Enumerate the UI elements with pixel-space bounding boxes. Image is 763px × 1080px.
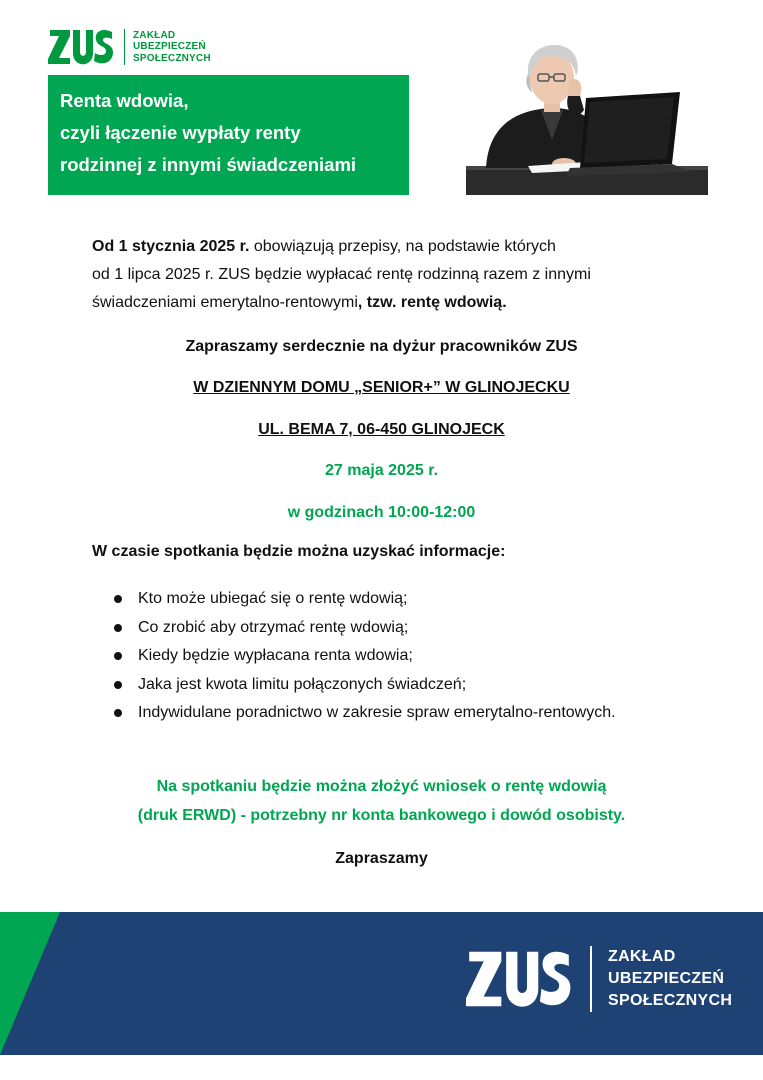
- list-item-text: Kiedy będzie wypłacana renta wdowia;: [138, 647, 413, 664]
- event-hours: w godzinach 10:00-12:00: [287, 504, 476, 521]
- footer-line-2: UBEZPIECZEŃ: [608, 970, 725, 987]
- intro-line-2: od 1 lipca 2025 r. ZUS będzie wypłacać rentę rodzinną razem z innymi: [92, 266, 591, 283]
- intro-paragraph: [92, 233, 692, 317]
- footer-green-accent: [0, 912, 60, 1055]
- intro-line-1: [92, 233, 692, 261]
- title-banner: [48, 75, 409, 195]
- bullet-icon: [114, 595, 122, 603]
- list-item: [114, 614, 634, 643]
- list-item-text: Indywidulane poradnictwo w zakresie spraw emerytalno-rentowych.: [138, 704, 616, 721]
- intro-date-bold: Od 1 stycznia 2025 r.: [92, 238, 250, 255]
- intro-line-3-rest: świadczeniami emerytalno-rentowymi: [92, 294, 358, 311]
- title-line-3: rodzinnej z innymi świadczeniami: [60, 154, 357, 175]
- event-invite: Zapraszamy serdecznie na dyżur pracowników ZUS: [185, 338, 578, 355]
- note-line-2: (druk ERWD) - potrzebny nr konta bankowego i dowód osobisty.: [137, 807, 626, 824]
- zus-logo-mark: [48, 28, 114, 66]
- bullet-icon: [114, 709, 122, 717]
- footer-wordmark: [608, 946, 732, 1012]
- info-list: [114, 585, 634, 728]
- logo-divider: [124, 29, 125, 65]
- list-item: [114, 671, 634, 700]
- list-item-text: Co zrobić aby otrzymać rentę wdowią;: [138, 618, 409, 636]
- intro-line-1-rest: obowiązują przepisy, na podstawie których: [249, 238, 556, 255]
- event-address: UL. BEMA 7, 06-450 GLINOJECK: [258, 421, 505, 438]
- event-place: W DZIENNYM DOMU „SENIOR+” W GLINOJECKU: [193, 379, 570, 396]
- info-heading: W czasie spotkania będzie można uzyskać informacje:: [92, 543, 506, 560]
- list-item-text: Kto może ubiegać się o rentę wdowią;: [138, 590, 408, 607]
- logo-line-3: SPOŁECZNYCH: [133, 52, 211, 64]
- intro-widow-pension-bold: , tzw. rentę wdowią.: [357, 294, 507, 311]
- zus-logo-mark-footer: [466, 948, 572, 1010]
- bullet-icon: [114, 652, 122, 660]
- event-date: 27 maja 2025 r.: [325, 462, 438, 479]
- logo-line-2: UBEZPIECZEŃ: [133, 41, 206, 53]
- list-item: [114, 585, 634, 614]
- title-line-2: czyli łączenie wypłaty renty: [60, 122, 301, 143]
- intro-line-3: [92, 289, 692, 317]
- footer-line-1: ZAKŁAD: [608, 948, 676, 965]
- logo-line-1: ZAKŁAD: [133, 29, 176, 41]
- bullet-icon: [114, 681, 122, 689]
- footer-logo-divider: [590, 946, 592, 1012]
- list-item-text: Jaka jest kwota limitu połączonych świadczeń;: [138, 675, 467, 693]
- list-item: [114, 699, 634, 728]
- list-item: [114, 642, 634, 671]
- footer-band: [0, 912, 763, 1055]
- note-line-1: Na spotkaniu będzie można złożyć wniosek o rentę wdowią: [156, 778, 607, 795]
- bullet-icon: [114, 624, 122, 632]
- senior-woman-laptop-photo: [466, 40, 708, 195]
- footer-line-3: SPOŁECZNYCH: [608, 992, 733, 1009]
- closing-text: Zapraszamy: [335, 850, 428, 867]
- zus-logo-top: [48, 28, 211, 66]
- title-line-1: Renta wdowia,: [60, 90, 189, 111]
- logo-wordmark: [133, 30, 211, 65]
